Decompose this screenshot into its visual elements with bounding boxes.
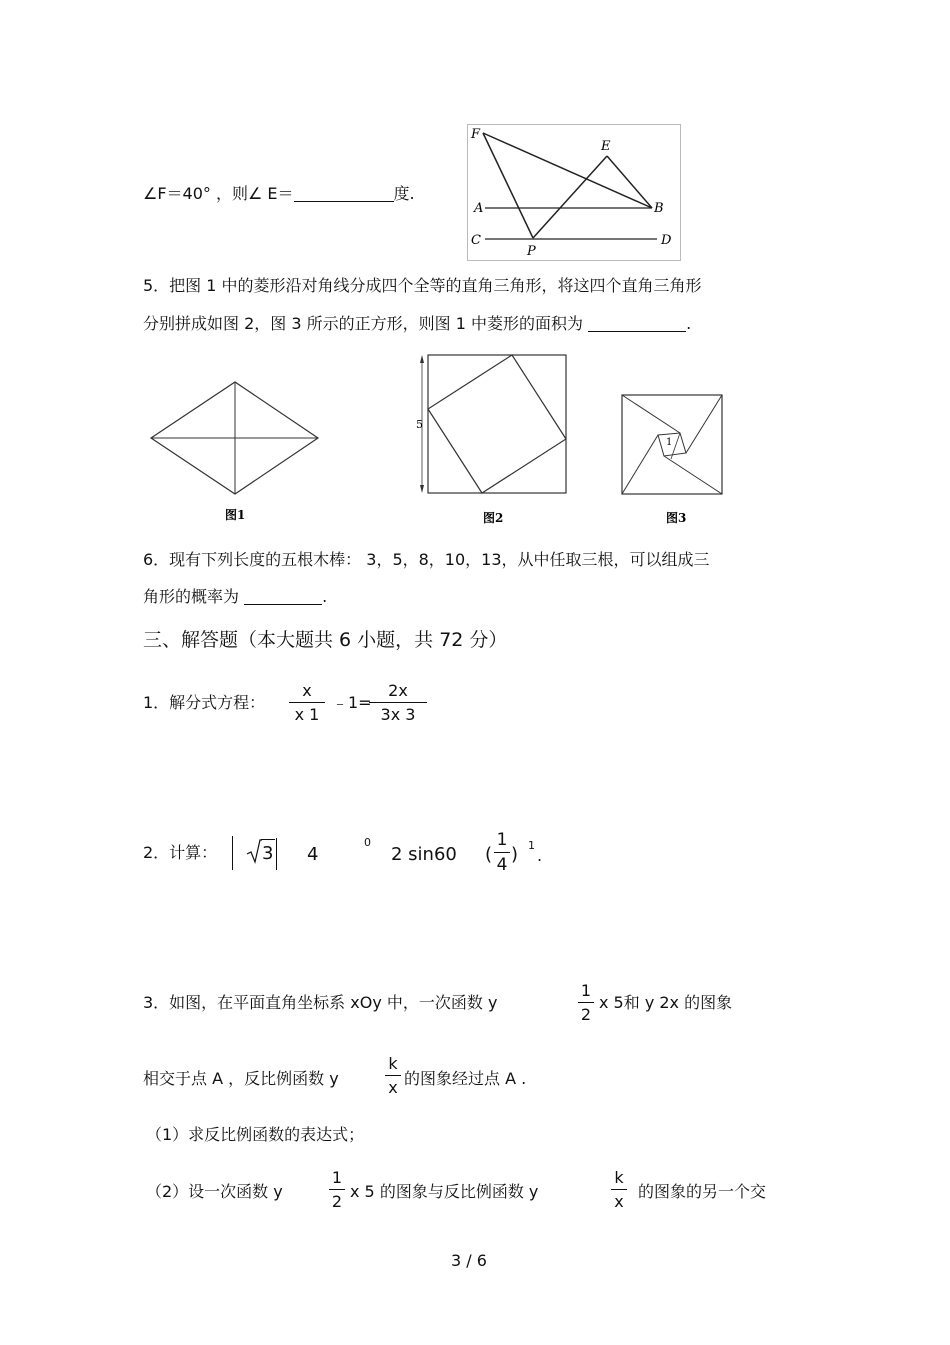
p2-sqrt-overline [261,839,275,840]
p1-frac1-num: x [302,681,312,700]
p3-line1-b: x 5和 y 2x 的图象 [599,993,733,1012]
p2-sqrt-sign [246,838,262,864]
q4-text [143,186,415,202]
p2-sqrt-value: 3 [262,843,274,864]
p1-frac2-den: 3x 3 [369,702,427,723]
q5-fig3-inner-label: 1 [666,437,673,448]
q4-label-p: P [527,244,536,259]
p2-exponent: 1 [528,839,535,852]
p2-paren-close: ) [511,844,519,865]
p2-abs-bar-left [232,836,233,870]
q5-fig3-caption-wrap [666,508,696,528]
q5-fig1-caption: 图1 [225,508,246,522]
q6-line2-text: 角形的概率为 [143,587,240,606]
p1-fraction-1 [289,683,325,723]
q5-line1: 5．把图 1 中的菱形沿对角线分成四个全等的直角三角形，将这四个直角三角形 [143,276,702,295]
p3-sub2-frac-num: 1 [331,1168,343,1187]
p3-k-fraction [385,1056,401,1096]
page-number: 3 / 6 [451,1251,487,1270]
p2-frac-num: 1 [496,830,508,850]
p2-label: 2．计算： [143,843,218,862]
p3-k-num: k [388,1054,398,1073]
q4-label-b: B [654,201,664,216]
p3-sub2-a: （2）设一次函数 y [146,1182,283,1201]
q5-fig3-squares [620,393,724,495]
p2-end: . [537,846,543,865]
q5-line2 [143,316,691,332]
p3-k-den: x [385,1075,401,1096]
p2-frac-den: 4 [494,852,510,874]
p1-frac2-num: 2x [388,681,408,700]
p1-frac1-den: x 1 [289,702,325,723]
q4-figure-lines [467,124,679,259]
p1-middle: ﹣1= [332,693,372,712]
q5-line2-end: . [686,314,692,333]
q4-label-a: A [474,201,484,216]
p3-sub2-k-num: k [614,1168,624,1187]
q4-label-c: C [471,233,481,248]
q5-fig2-squares [412,353,572,498]
p3-line2-a: 相交于点 A ，反比例函数 y [143,1069,339,1088]
p2-zero-exponent: 0 [364,836,371,849]
q4-label-d: D [661,233,672,248]
p3-line1-a: 3．如图，在平面直角坐标系 xOy 中，一次函数 y [143,993,498,1012]
q6-line2-end: . [322,587,328,606]
p3-fraction [578,983,594,1023]
q5-fig2-caption-wrap [483,508,513,528]
q5-answer-blank[interactable] [588,317,686,332]
p3-line2-b: 的图象经过点 A . [404,1069,527,1088]
q6-answer-blank[interactable] [244,590,322,605]
p1-fraction-2 [369,683,427,723]
p3-sub2-frac-den: 2 [329,1189,345,1210]
p3-sub2-k-fraction [611,1170,627,1210]
q5-fig1-rhombus [150,380,320,496]
p3-sub2-b: x 5 的图象与反比例函数 y [350,1182,539,1201]
p3-frac-den: 2 [578,1002,594,1023]
q6-line1: 6．现有下列长度的五根木棒： 3，5，8，10，13，从中任取三根，可以组成三 [143,550,710,569]
q5-fig1-caption-wrap [225,505,255,525]
p1-label: 1．解分式方程： [143,693,266,712]
q4-suffix: 度. [393,184,415,203]
q4-answer-blank[interactable] [294,187,394,202]
q5-fig2-caption: 图2 [483,511,504,525]
p2-sin-term: 2 sin60 [391,844,457,865]
p2-abs-bar-right [276,838,277,870]
p3-sub2-k-den: x [611,1189,627,1210]
p3-frac-num: 1 [580,981,592,1000]
q4-condition: ∠F＝40° ，则∠ E＝ [143,184,294,203]
p2-four: 4 [307,844,319,865]
q5-line2-text: 分别拼成如图 2，图 3 所示的正方形，则图 1 中菱形的面积为 [143,314,583,333]
q6-line2 [143,589,327,605]
p3-sub2-fraction [329,1170,345,1210]
p2-paren-open: ( [485,844,493,865]
p2-fraction [494,832,510,874]
q5-fig3-caption: 图3 [666,511,687,525]
q4-label-f: F [471,127,481,142]
q4-label-e: E [601,139,611,154]
section-title: 三、解答题（本大题共 6 小题，共 72 分） [143,629,508,651]
q5-fig2-side-label: 5 [416,418,423,431]
p3-sub1: （1）求反比例函数的表达式； [146,1125,365,1144]
p3-sub2-c: 的图象的另一个交 [638,1182,767,1201]
